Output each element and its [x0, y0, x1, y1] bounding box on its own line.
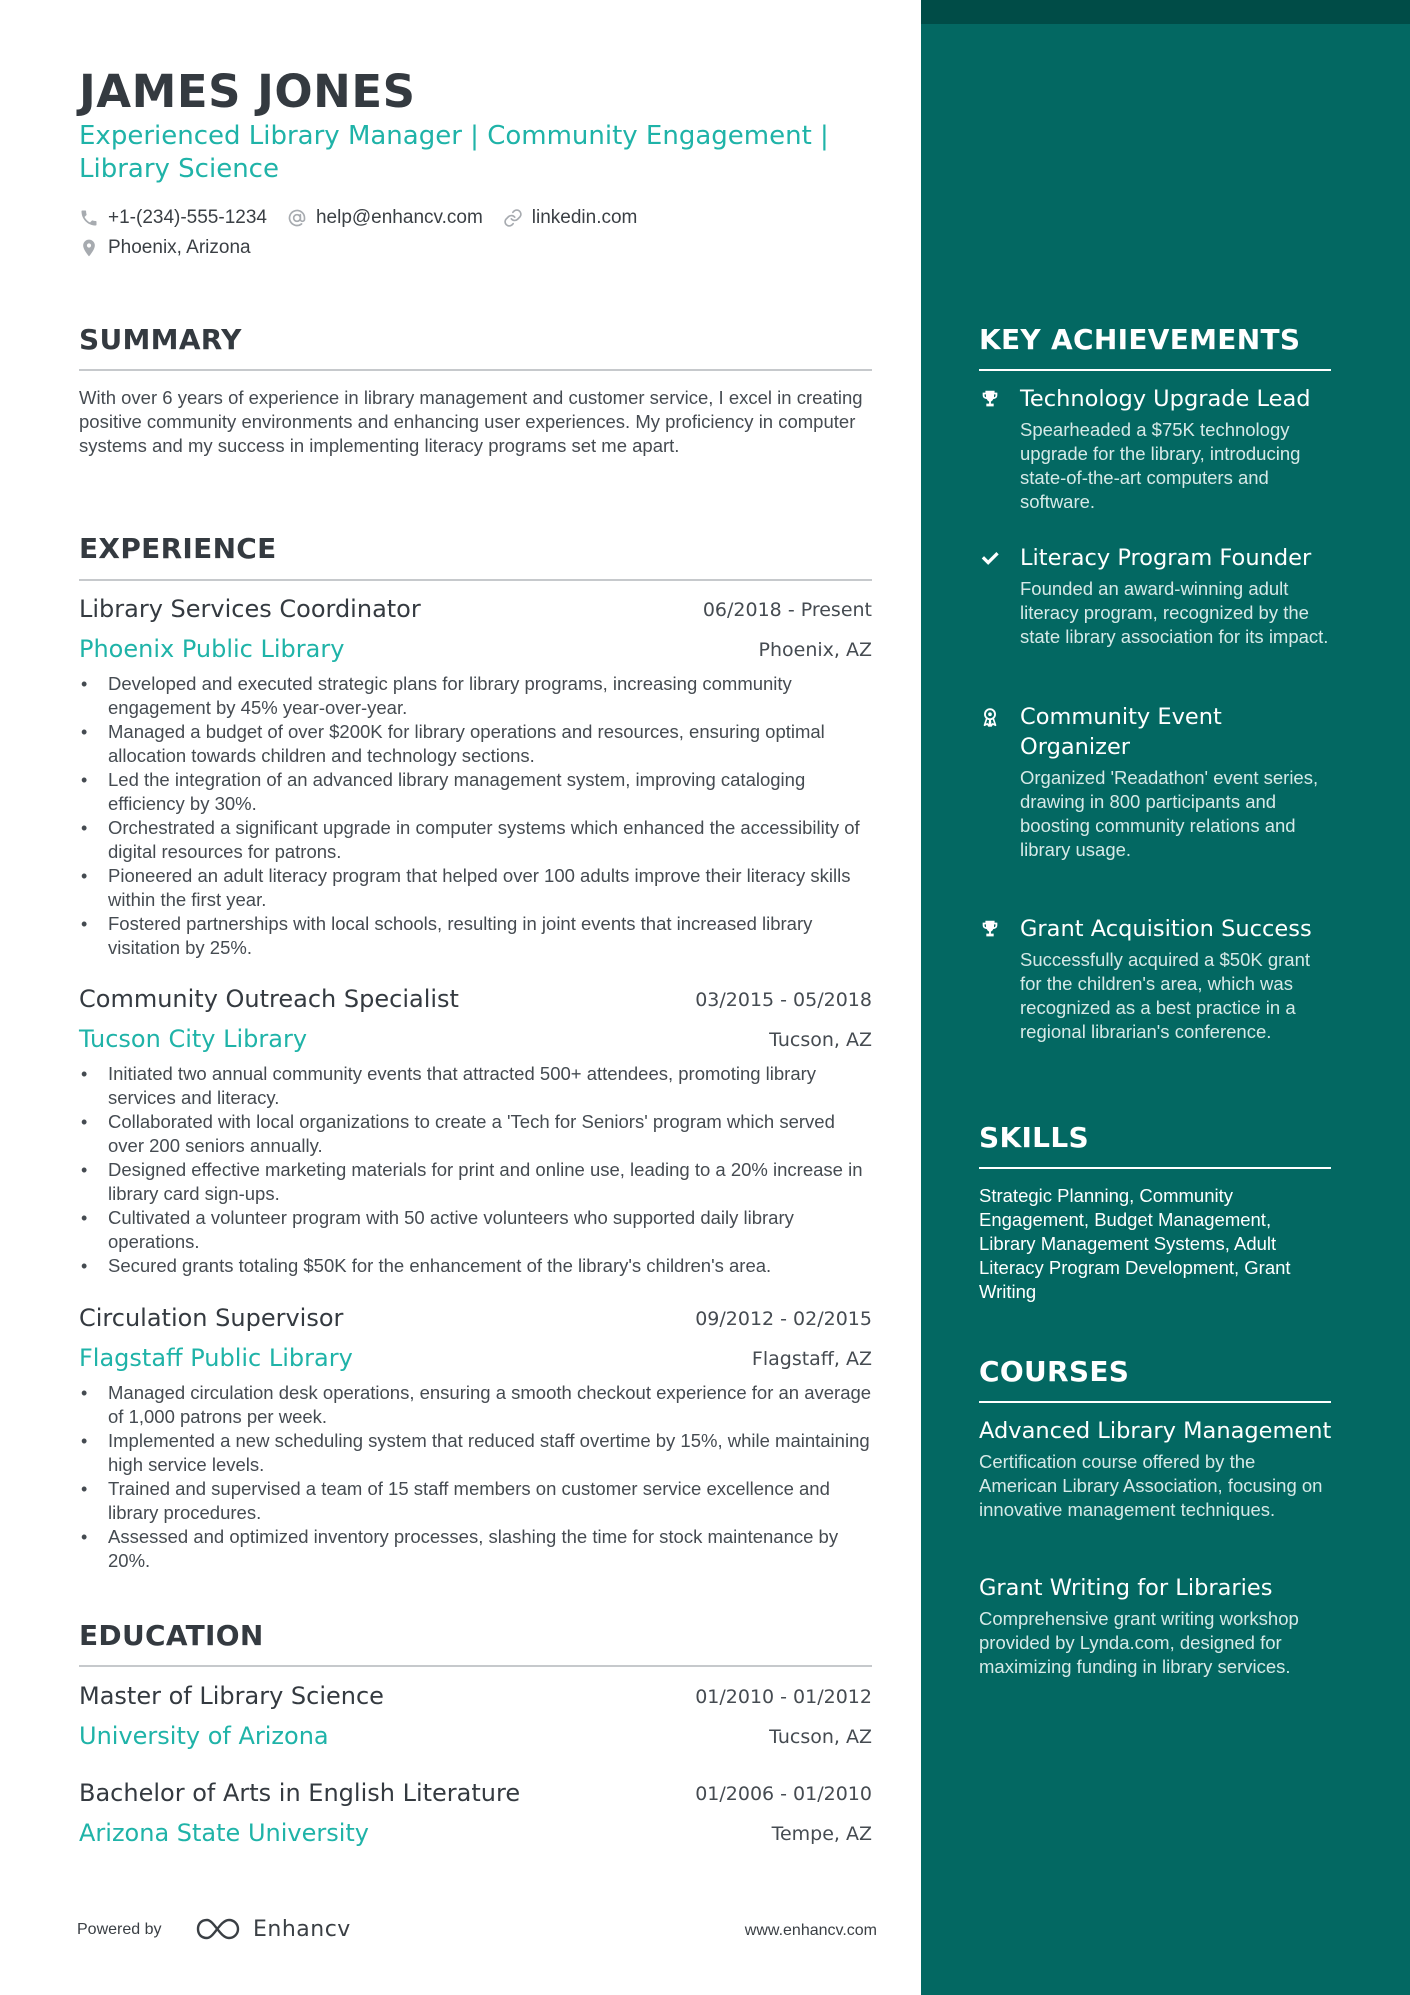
- location-text: Phoenix, Arizona: [108, 237, 251, 258]
- job-dates: 06/2018 - Present: [702, 599, 872, 621]
- job-dates: 09/2012 - 02/2015: [695, 1308, 872, 1330]
- course-description: Certification course offered by the American Library Association, focusing on innovative management techniques.: [979, 1451, 1323, 1520]
- school-name: Arizona State University: [79, 1819, 370, 1847]
- contact-phone[interactable]: [79, 207, 267, 229]
- achievement-title: Grant Acquisition Success: [1020, 916, 1312, 942]
- powered-by-text: Powered by: [77, 1921, 162, 1938]
- award-ribbon-icon: [979, 706, 1001, 728]
- achievement-title: Literacy Program Founder: [1020, 545, 1312, 571]
- contact-row: [79, 204, 657, 232]
- company-name: Flagstaff Public Library: [79, 1344, 353, 1372]
- job-location: Tucson, AZ: [769, 1029, 872, 1051]
- bullet-item: • Managed a budget of over $200K for library operations and resources, ensuring optimal allocation towards children and technology sections.: [79, 720, 872, 768]
- trophy-icon: [979, 918, 1001, 940]
- checkmark-icon: [979, 547, 1001, 569]
- school-location: Tucson, AZ: [769, 1726, 872, 1748]
- company-name: Phoenix Public Library: [79, 635, 345, 663]
- phone-text: +1-(234)-555-1234: [108, 207, 267, 228]
- bullet-item: • Collaborated with local organizations to create a 'Tech for Seniors' program which served over 200 seniors annually.: [79, 1110, 872, 1158]
- bullet-item: • Orchestrated a significant upgrade in computer systems which enhanced the accessibility of digital resources for patrons.: [79, 816, 872, 864]
- courses-title: COURSES: [979, 1355, 1130, 1388]
- job-title: Circulation Supervisor: [79, 1304, 344, 1332]
- education-dates: 01/2010 - 01/2012: [695, 1686, 872, 1708]
- job-dates: 03/2015 - 05/2018: [695, 989, 872, 1011]
- course-description: Comprehensive grant writing workshop provided by Lynda.com, designed for maximizing funding in library services.: [979, 1608, 1299, 1677]
- achievement-item: [979, 384, 1331, 514]
- summary-title: SUMMARY: [79, 323, 242, 356]
- location-pin-icon: [79, 238, 99, 258]
- job-location: Phoenix, AZ: [758, 639, 872, 661]
- bullet-item: • Assessed and optimized inventory processes, slashing the time for stock maintenance by 20%.: [79, 1525, 872, 1573]
- course-title: Advanced Library Management: [979, 1418, 1332, 1444]
- achievement-description: Founded an award-winning adult literacy program, recognized by the state library association for its impact.: [1020, 578, 1329, 647]
- education-title: EDUCATION: [79, 1619, 264, 1652]
- achievement-title: Technology Upgrade Lead: [1020, 386, 1311, 412]
- company-name: Tucson City Library: [79, 1025, 308, 1053]
- degree-title: Bachelor of Arts in English Literature: [79, 1779, 521, 1807]
- summary-divider: [79, 369, 872, 371]
- bullet-item: • Fostered partnerships with local schools, resulting in joint events that increased library visitation by 25%.: [79, 912, 872, 960]
- bullet-item: • Led the integration of an advanced library management system, improving cataloging efficiency by 30%.: [79, 768, 872, 816]
- job-bullets: [79, 672, 872, 960]
- bullet-item: • Initiated two annual community events that attracted 500+ attendees, promoting library services and literacy.: [79, 1062, 872, 1110]
- job-title: Community Outreach Specialist: [79, 985, 459, 1013]
- email-text: help@enhancv.com: [315, 207, 483, 228]
- contact-email[interactable]: [287, 207, 483, 229]
- achievement-description: Successfully acquired a $50K grant for the children's area, which was recognized as a best practice in a regional librarian's conference.: [1020, 949, 1311, 1042]
- candidate-headline: Experienced Library Manager | Community Engagement | Library Science: [79, 121, 829, 184]
- website-text: linkedin.com: [531, 207, 638, 228]
- school-name: University of Arizona: [79, 1722, 329, 1750]
- job-bullets: [79, 1062, 872, 1278]
- skills-divider: [979, 1167, 1331, 1169]
- skills-text: Strategic Planning, Community Engagement, Budget Management, Library Management Systems, Adult Literacy Program Development, Grant Writing: [979, 1185, 1291, 1302]
- achievement-item: [979, 914, 1331, 1044]
- footer: [77, 1912, 877, 1952]
- bullet-item: • Managed circulation desk operations, ensuring a smooth checkout experience for an average of 1,000 patrons per week.: [79, 1381, 872, 1429]
- at-sign-icon: [287, 208, 307, 228]
- enhancv-logo[interactable]: [195, 1916, 351, 1942]
- sidebar-top-band: [921, 0, 1410, 24]
- achievement-item: [979, 543, 1331, 649]
- summary-text: With over 6 years of experience in library management and customer service, I excel in creating positive community environments and enhancing user experiences. My proficiency in computer systems and my success in implementing literacy programs set me apart.: [79, 387, 863, 456]
- course-item: [979, 1416, 1331, 1522]
- bullet-item: • Secured grants totaling $50K for the enhancement of the library's children's area.: [79, 1254, 872, 1278]
- courses-divider: [979, 1401, 1331, 1403]
- experience-entry: [79, 982, 872, 1278]
- education-divider: [79, 1665, 872, 1667]
- education-entry: [79, 1776, 872, 1856]
- achievement-item: [979, 702, 1331, 862]
- bullet-item: • Cultivated a volunteer program with 50 active volunteers who supported daily library operations.: [79, 1206, 872, 1254]
- education-dates: 01/2006 - 01/2010: [695, 1783, 872, 1805]
- school-location: Tempe, AZ: [771, 1823, 872, 1845]
- enhancv-site-link[interactable]: www.enhancv.com: [744, 1922, 877, 1939]
- enhancv-logo-icon: [195, 1916, 241, 1942]
- job-title: Library Services Coordinator: [79, 595, 421, 623]
- experience-divider: [79, 579, 872, 581]
- phone-icon: [79, 208, 99, 228]
- candidate-name: JAMES JONES: [79, 65, 416, 118]
- trophy-icon: [979, 388, 1001, 410]
- experience-entry: [79, 1301, 872, 1573]
- location-row: [79, 234, 271, 262]
- degree-title: Master of Library Science: [79, 1682, 384, 1710]
- achievements-title: KEY ACHIEVEMENTS: [979, 323, 1301, 356]
- course-item: [979, 1573, 1331, 1679]
- job-location: Flagstaff, AZ: [751, 1348, 872, 1370]
- experience-entry: [79, 592, 872, 960]
- link-icon: [503, 208, 523, 228]
- achievements-divider: [979, 369, 1331, 371]
- contact-location: [79, 237, 251, 259]
- contact-website[interactable]: [503, 207, 638, 229]
- enhancv-brand-text: Enhancv: [253, 1916, 351, 1942]
- education-entry: [79, 1679, 872, 1759]
- bullet-item: • Designed effective marketing materials for print and online use, leading to a 20% increase in library card sign-ups.: [79, 1158, 872, 1206]
- achievement-title: Community Event Organizer: [1020, 704, 1222, 760]
- experience-title: EXPERIENCE: [79, 532, 277, 565]
- skills-title: SKILLS: [979, 1121, 1089, 1154]
- achievement-description: Spearheaded a $75K technology upgrade for the library, introducing state-of-the-art computers and software.: [1020, 419, 1301, 512]
- bullet-item: • Pioneered an adult literacy program that helped over 100 adults improve their literacy skills within the first year.: [79, 864, 872, 912]
- course-title: Grant Writing for Libraries: [979, 1575, 1273, 1601]
- job-bullets: [79, 1381, 872, 1573]
- achievement-description: Organized 'Readathon' event series, drawing in 800 participants and boosting community relations and library usage.: [1020, 767, 1319, 860]
- bullet-item: • Developed and executed strategic plans for library programs, increasing community engagement by 45% year-over-year.: [79, 672, 872, 720]
- bullet-item: • Trained and supervised a team of 15 staff members on customer service excellence and library procedures.: [79, 1477, 872, 1525]
- bullet-item: • Implemented a new scheduling system that reduced staff overtime by 15%, while maintaining high service levels.: [79, 1429, 872, 1477]
